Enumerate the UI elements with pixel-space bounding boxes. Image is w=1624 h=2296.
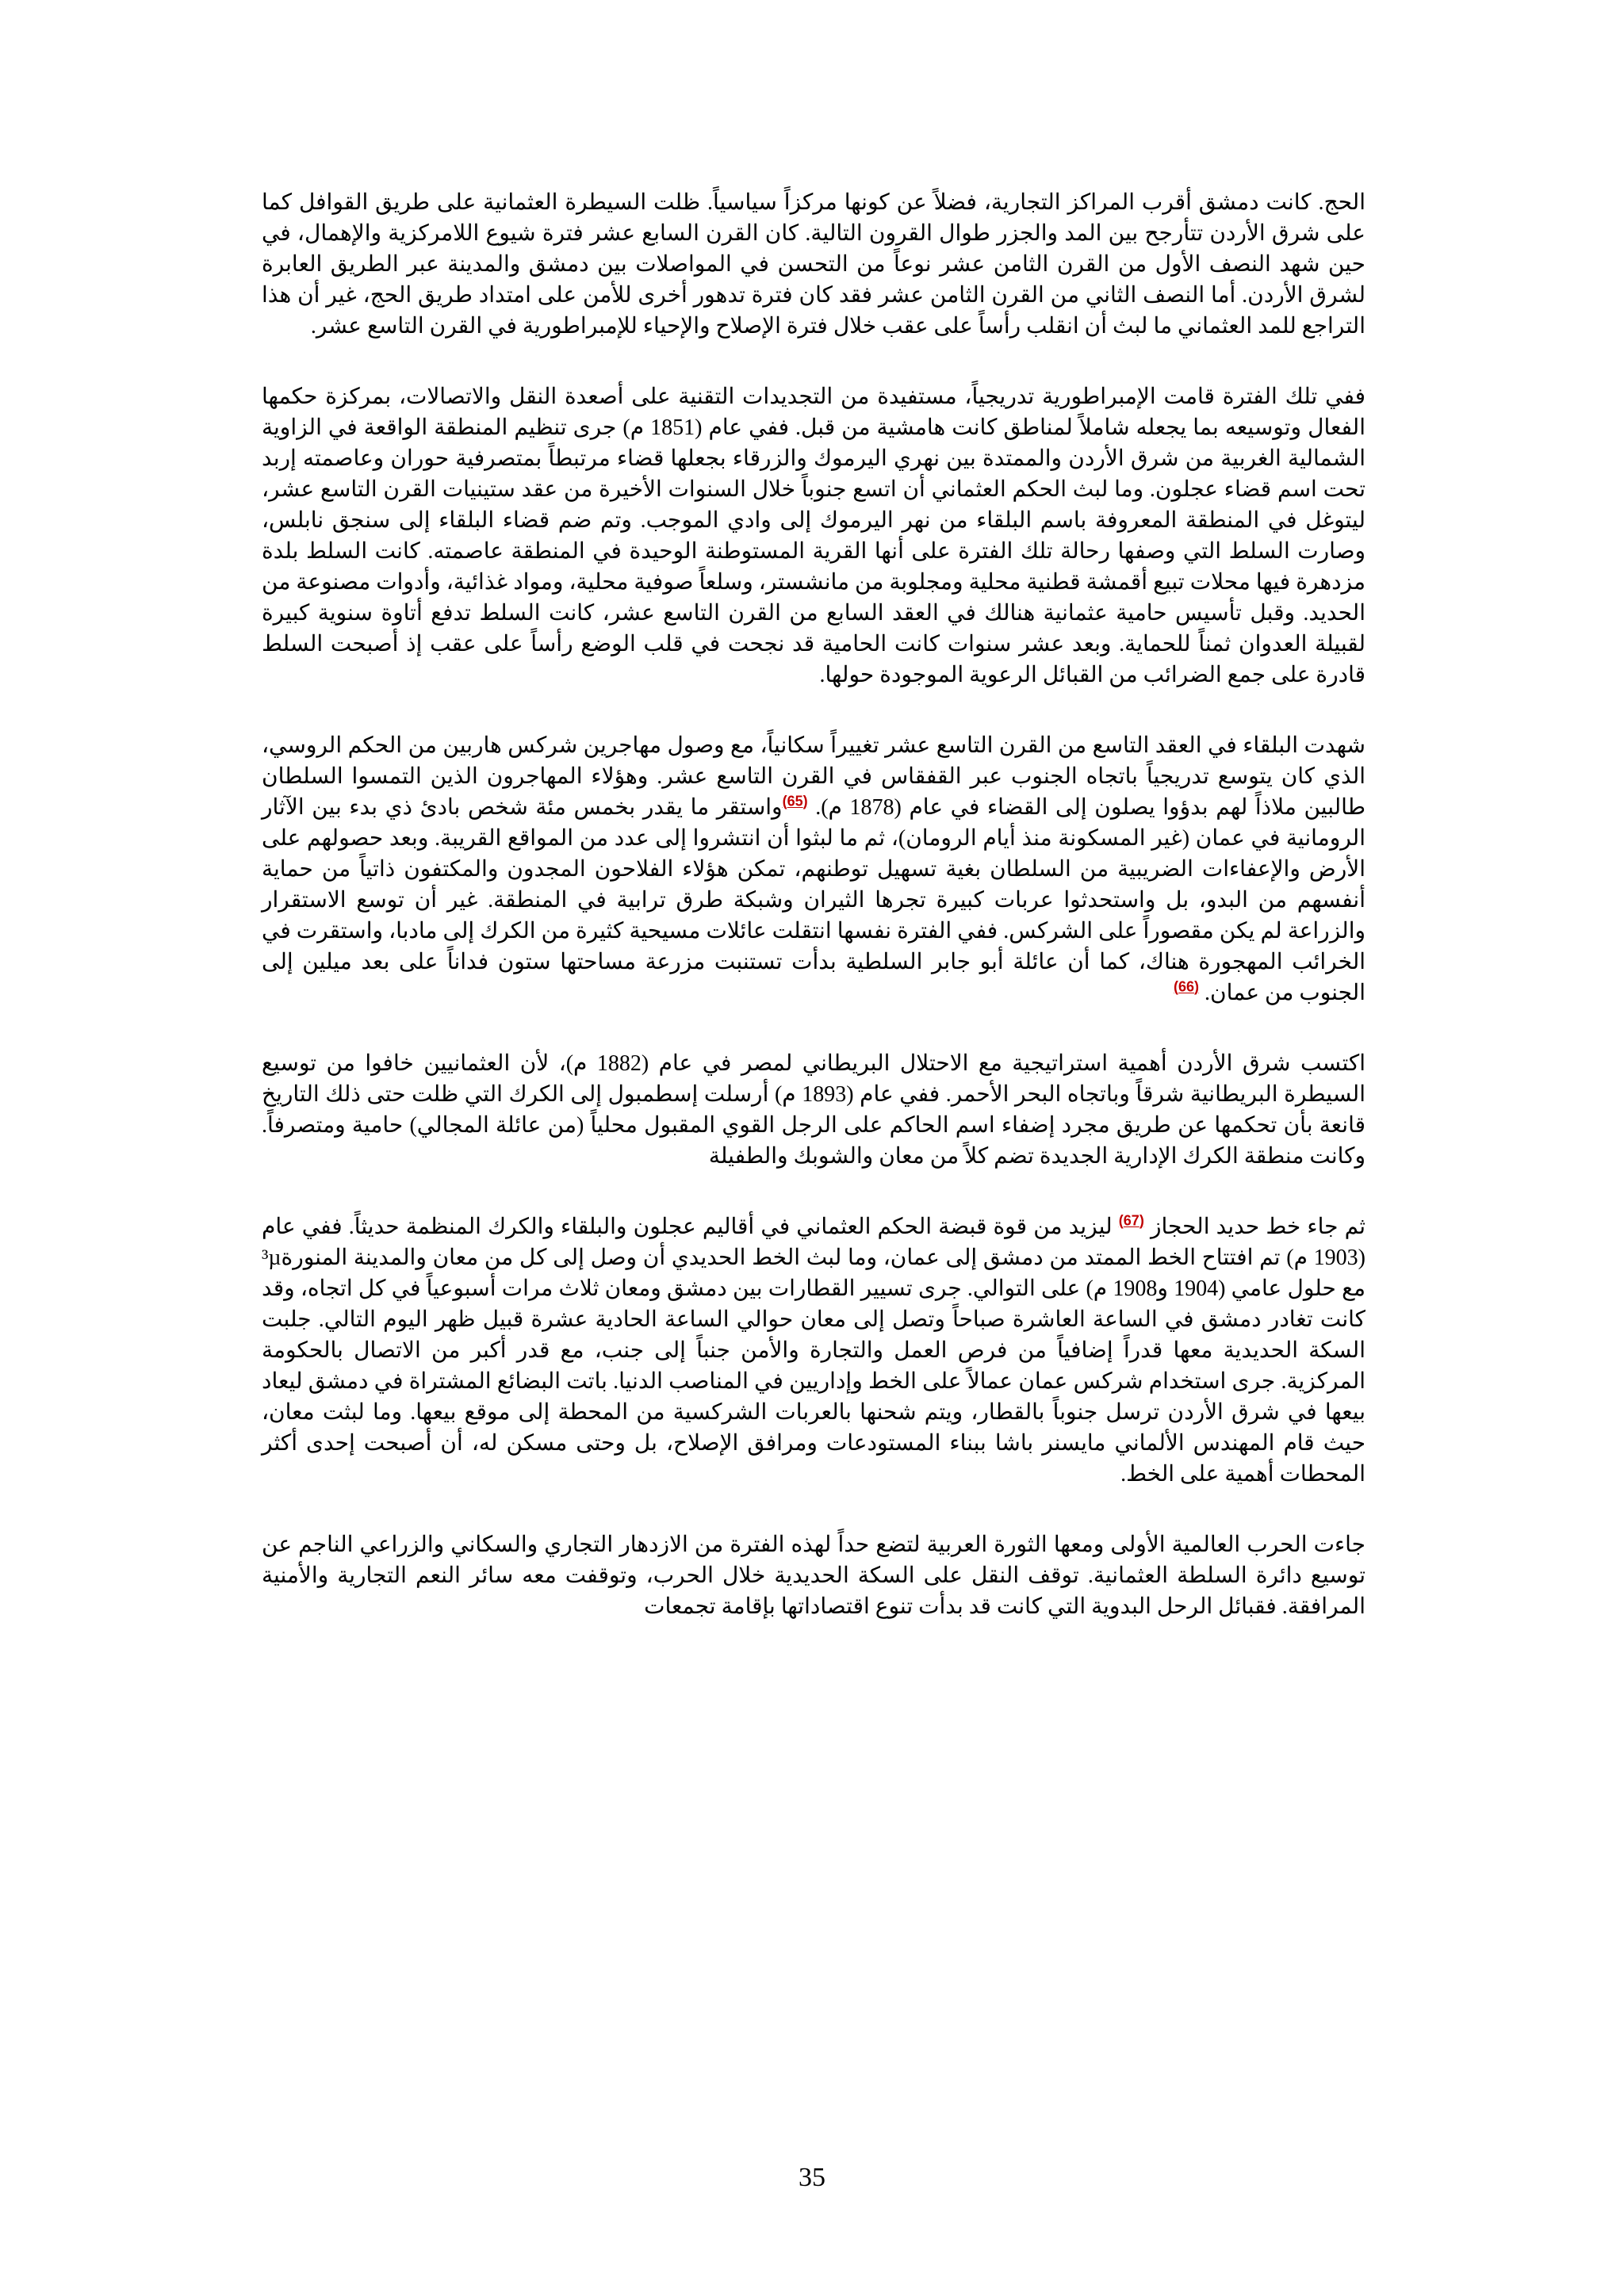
paragraph bbox=[262, 730, 1365, 1008]
body-text bbox=[262, 187, 1365, 1662]
paragraph-text: ثم جاء خط حديد الحجاز bbox=[1143, 1215, 1366, 1239]
paragraph-text: الحج. كانت دمشق أقرب المراكز التجارية، فضلاً عن كونها مركزاً سياسياً. ظلت السيطرة العثمانية على طريق القوافل كما على شرق الأردن تتأرجح بين المد والجزر طوال القرون التالية. كان القرن السابع عشر فترة شيوع اللامركزية والإهمال، في حين شهد النصف الأول من القرن الثامن عشر نوعاً من التحسن في المواصلات بين دمشق والمدينة عبر الطريق العابرة لشرق الأردن. أما النصف الثاني من القرن الثامن عشر فقد كان فترة تدهور أخرى للأمن على امتداد طريق الحج، غير أن هذا التراجع للمد العثماني ما لبث أن انقلب رأساً على عقب خلال فترة الإصلاح والإحياء للإمبراطورية في القرن التاسع عشر. bbox=[262, 190, 1365, 339]
paragraph-text: ففي تلك الفترة قامت الإمبراطورية تدريجياً، مستفيدة من التجديدات التقنية على أصعدة النقل والاتصالات، بمركزة حكمها الفعال وتوسيعه بما يجعله شاملاً لمناطق كانت هامشية من قبل. ففي عام (1851 م) جرى تنظيم المنطقة الواقعة في الزاوية الشمالية الغربية من شرق الأردن والممتدة بين نهري اليرموك والزرقاء بجعلها قضاء مرتبطاً بمتصرفية حوران وعاصمته إربد تحت اسم قضاء عجلون. وما لبث الحكم العثماني أن اتسع جنوباً خلال السنوات الأخيرة من عقد ستينيات القرن التاسع عشر، ليتوغل في المنطقة المعروفة باسم البلقاء من نهر اليرموك إلى وادي الموجب. وتم ضم قضاء البلقاء إلى سنجق نابلس، وصارت السلط التي وصفها رحالة تلك الفترة على أنها القرية المستوطنة الوحيدة في المنطقة عاصمته. كانت السلط بلدة مزدهرة فيها محلات تبيع أقمشة قطنية محلية ومجلوبة من مانشستر، وسلعاً صوفية محلية، ومواد غذائية، وأدوات مصنوعة من الحديد. وقبل تأسيس حامية عثمانية هنالك في العقد السابع من القرن التاسع عشر، كانت السلط تدفع أتاوة سنوية كبيرة لقبيلة العدوان ثمناً للحماية. وبعد عشر سنوات كانت الحامية قد نجحت في قلب الوضع رأساً على عقب إذ أصبحت السلط قادرة على جمع الضرائب من القبائل الرعوية الموجودة حولها. bbox=[262, 385, 1365, 687]
page-number: 35 bbox=[799, 2163, 825, 2192]
paragraph bbox=[262, 1211, 1365, 1490]
paragraph bbox=[262, 1529, 1365, 1622]
paragraph-text: جاءت الحرب العالمية الأولى ومعها الثورة العربية لتضع حداً لهذه الفترة من الازدهار التجاري والسكاني والزراعي الناجم عن توسيع دائرة السلطة العثمانية. توقف النقل على السكة الحديدية خلال الحرب، وتوقفت معه سائر النعم التجارية والأمنية المرافقة. فقبائل الرحل البدوية التي كانت قد بدأت تنوع اقتصاداتها بإقامة تجمعات bbox=[262, 1533, 1365, 1619]
paragraph-text: شهدت البلقاء في العقد التاسع من القرن التاسع عشر تغييراً سكانياً، مع وصول مهاجرين شركس هاربين من الحكم الروسي، الذي كان يتوسع تدريجياً باتجاه الجنوب عبر القفقاس في القرن التاسع عشر. وهؤلاء المهاجرون الذين التمسوا السلطان طالبين ملاذاً لهم بدؤوا يصلون إلى القضاء في عام (1878 م). bbox=[262, 733, 1365, 820]
paragraph-text: واستقر ما يقدر بخمس مئة شخص بادئ ذي بدء بين الآثار الرومانية في عمان (غير المسكونة منذ أيام الرومان)، ثم ما لبثوا أن انتشروا إلى عدد من المواقع القريبة. وبعد حصولهم على الأرض والإعفاءات الضريبية من السلطان بغية تسهيل توطنهم، تمكن هؤلاء الفلاحون المجدون والمكتفون ذاتياً من حماية أنفسهم من البدو، بل واستحدثوا عربات كبيرة تجرها الثيران وشبكة طرق ترابية في المنطقة. غير أن توسع الاستقرار والزراعة لم يكن مقصوراً على الشركس. ففي الفترة نفسها انتقلت عائلات مسيحية كثيرة من الكرك إلى مادبا، واستقرت في الخرائب المهجورة هناك، كما أن عائلة أبو جابر السلطية بدأت تستنبت مزرعة مساحتها ستون فداناً على بعد ميلين إلى الجنوب من عمان. bbox=[262, 795, 1365, 1005]
footnote-link[interactable]: (67) bbox=[1118, 1212, 1144, 1229]
footnote-link[interactable]: (65) bbox=[782, 793, 808, 809]
paragraph bbox=[262, 187, 1365, 342]
paragraph bbox=[262, 1048, 1365, 1172]
paragraph-text: اكتسب شرق الأردن أهمية استراتيجية مع الاحتلال البريطاني لمصر في عام (1882 م)، لأن العثمانيين خافوا من توسيع السيطرة البريطانية شرقاً وباتجاه البحر الأحمر. ففي عام (1893 م) أرسلت إسطمبول إلى الكرك التي ظلت حتى ذلك التاريخ قانعة بأن تحكمها عن طريق مجرد إضفاء اسم الحاكم على الرجل القوي المقبول محلياً (من عائلة المجالي) حامية ومتصرفاً. وكانت منطقة الكرك الإدارية الجديدة تضم كلاً من معان والشوبك والطفيلة bbox=[262, 1051, 1366, 1169]
paragraph-text: ليزيد من قوة قبضة الحكم العثماني في أقاليم عجلون والبلقاء والكرك المنظمة حديثاً. ففي عام (1903 م) تم افتتاح الخط الممتد من دمشق إلى عمان، وما لبث الخط الحديدي أن وصل إلى كل من معان والمدينة المنورة³µ مع حلول عامي (1904 و1908 م) على التوالي. جرى تسيير القطارات بين دمشق ومعان ثلاث مرات أسبوعياً في كل اتجاه، وقد كانت تغادر دمشق في الساعة العاشرة صباحاً وتصل إلى معان حوالي الساعة الحادية عشرة قبيل ظهر اليوم التالي. جلبت السكة الحديدية معها قدراً إضافياً من فرص العمل والتجارة والأمن جنباً إلى جنب، مع قدر أكبر من الاتصال بالحكومة المركزية. جرى استخدام شركس عمان عمالاً على الخط وإداريين في المناصب الدنيا. باتت البضائع المشتراة في دمشق ليعاد بيعها في شرق الأردن ترسل جنوباً بالقطار، ويتم شحنها بالعربات الشركسية من المحطة إلى موقع بيعها. وما لبثت معان، حيث قام المهندس الألماني مايسنر باشا ببناء المستودعات ومرافق الإصلاح، بل وحتى مسكن له، أن أصبحت إحدى أكثر المحطات أهمية على الخط. bbox=[262, 1215, 1366, 1487]
paragraph bbox=[262, 381, 1365, 691]
footnote-link[interactable]: (66) bbox=[1174, 978, 1200, 995]
